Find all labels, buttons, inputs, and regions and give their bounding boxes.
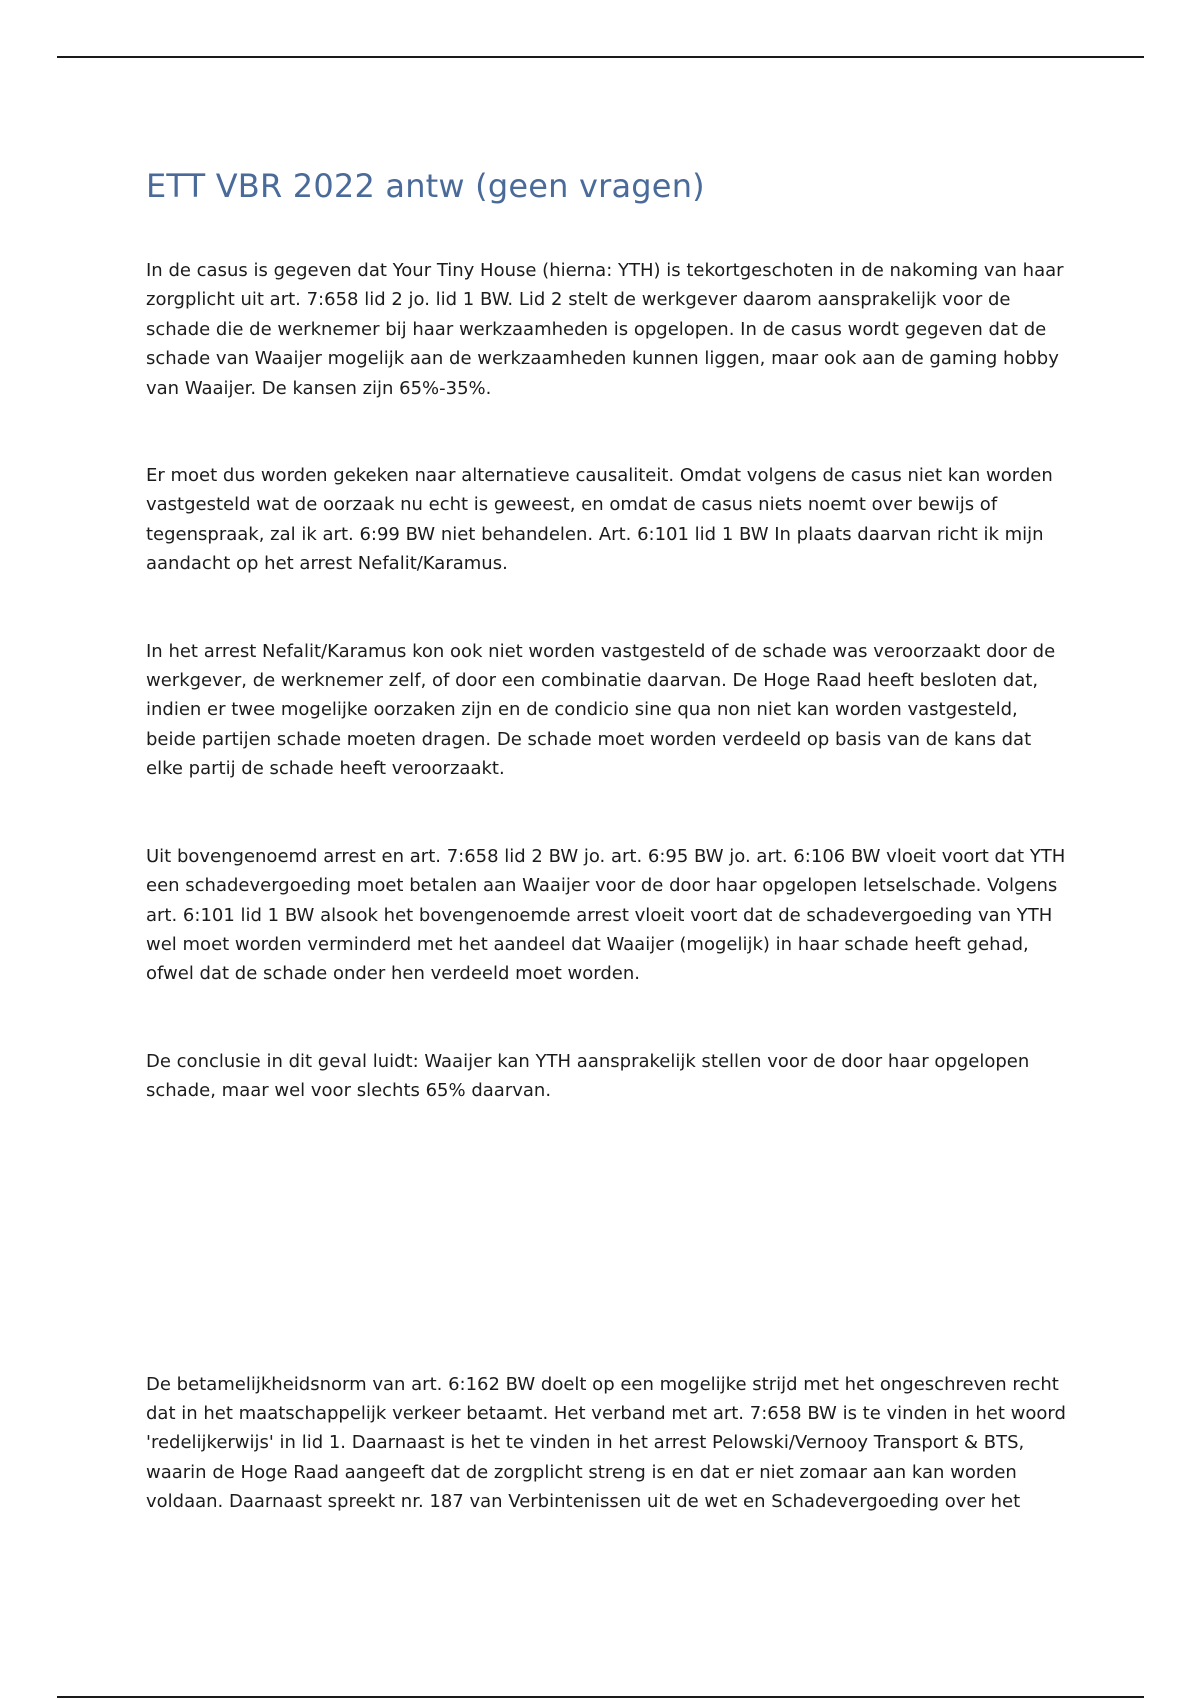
- paragraph-5: De conclusie in dit geval luidt: Waaijer kan YTH aansprakelijk stellen voor de door haar opgelopen schade, maar wel voor slechts 65% daarvan.: [146, 1050, 1030, 1102]
- paragraph-3: In het arrest Nefalit/Karamus kon ook niet worden vastgesteld of de schade was veroorzaakt door de werkgever, de werknemer zelf, of door een combinatie daarvan. De Hoge Raad heeft besloten dat, indien er twee mogelijke oorzaken zijn en de condicio sine qua non niet kan worden vastgesteld, beide partijen schade moeten dragen. De schade moet worden verdeeld op basis van de kans dat elke partij de schade heeft veroorzaakt.: [146, 640, 1056, 780]
- top-rule: [57, 56, 1144, 58]
- document-title: ETT VBR 2022 antw (geen vragen): [146, 167, 705, 205]
- document-body: [146, 166, 1066, 1517]
- paragraph-4: Uit bovengenoemd arrest en art. 7:658 lid 2 BW jo. art. 6:95 BW jo. art. 6:106 BW vloeit voort dat YTH een schadevergoeding moet betalen aan Waaijer voor de door haar opgelopen letselschade. Volgens art. 6:101 lid 1 BW alsook het bovengenoemde arrest vloeit voort dat de schadevergoeding van YTH wel moet worden verminderd met het aandeel dat Waaijer (mogelijk) in haar schade heeft gehad, ofwel dat de schade onder hen verdeeld moet worden.: [146, 845, 1066, 985]
- paragraph-6: De betamelijkheidsnorm van art. 6:162 BW doelt op een mogelijke strijd met het ongeschreven recht dat in het maatschappelijk verkeer betaamt. Het verband met art. 7:658 BW is te vinden in het woord 'redelijkerwijs' in lid 1. Daarnaast is het te vinden in het arrest Pelowski/Vernooy Transport & BTS, waarin de Hoge Raad aangeeft dat de zorgplicht streng is en dat er niet zomaar aan kan worden voldaan. Daarnaast spreekt nr. 187 van Verbintenissen uit de wet en Schadevergoeding over het: [146, 1373, 1066, 1513]
- paragraph-2: Er moet dus worden gekeken naar alternatieve causaliteit. Omdat volgens de casus niet kan worden vastgesteld wat de oorzaak nu echt is geweest, en omdat de casus niets noemt over bewijs of tegenspraak, zal ik art. 6:99 BW niet behandelen. Art. 6:101 lid 1 BW In plaats daarvan richt ik mijn aandacht op het arrest Nefalit/Karamus.: [146, 465, 1053, 575]
- paragraph-1: In de casus is gegeven dat Your Tiny House (hierna: YTH) is tekortgeschoten in de nakoming van haar zorgplicht uit art. 7:658 lid 2 jo. lid 1 BW. Lid 2 stelt de werkgever daarom aansprakelijk voor de schade die de werknemer bij haar werkzaamheden is opgelopen. In de casus wordt gegeven dat de schade van Waaijer mogelijk aan de werkzaamheden kunnen liggen, maar ook aan de gaming hobby van Waaijer. De kansen zijn 65%-35%.: [146, 260, 1064, 399]
- bottom-rule: [57, 1696, 1144, 1698]
